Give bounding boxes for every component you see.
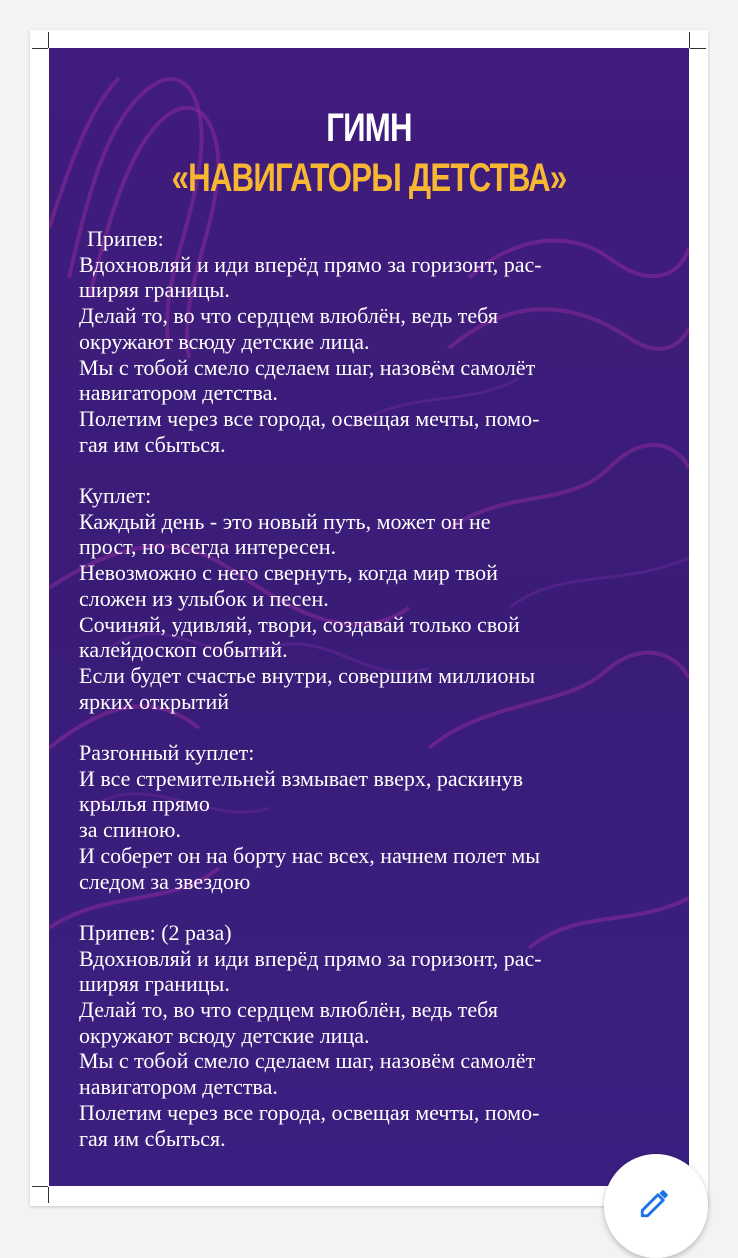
- lyric-line: Вдохновляй и иди вперёд прямо за горизонт, рас-: [79, 945, 542, 971]
- crop-mark-bottom-left-h: [32, 1186, 48, 1187]
- lyric-line: Мы с тобой смело сделаем шаг, назовём самолёт: [79, 1048, 536, 1074]
- lyric-line: ярких открытий: [79, 688, 230, 714]
- stanza-heading: Припев:: [87, 226, 164, 251]
- lyric-line: гая им сбыться.: [79, 1125, 226, 1151]
- lyric-line: И соберет он на борту нас всех, начнем полет мы: [79, 842, 541, 868]
- lyric-line: И все стремительней взмывает вверх, раскинув: [79, 765, 524, 791]
- crop-mark-bottom-left-v: [48, 1187, 49, 1203]
- lyric-line: Если будет счастье внутри, совершим миллионы: [79, 662, 536, 688]
- stanza-heading: Куплет:: [79, 483, 152, 509]
- lyric-line: ширяя границы.: [79, 971, 230, 997]
- anthem-poster: [49, 48, 689, 1186]
- lyric-line: крылья прямо: [79, 791, 210, 817]
- lyric-line: окружают всюду детские лица.: [79, 328, 370, 354]
- crop-mark-top-left-v: [48, 32, 49, 48]
- lyric-line: навигатором детства.: [79, 1074, 278, 1100]
- lyric-line: Делай то, во что сердцем влюблён, ведь тебя: [79, 303, 498, 329]
- lyric-line: Полетим через все города, освещая мечты, помо-: [79, 1099, 540, 1125]
- lyric-line: за спиною.: [79, 817, 181, 843]
- stanza-chorus: [79, 226, 659, 457]
- crop-mark-top-left-h: [32, 48, 48, 49]
- stanza-bridge: [79, 740, 659, 894]
- stanza-chorus-repeat: [79, 920, 659, 1151]
- lyric-line: навигатором детства.: [79, 380, 278, 406]
- lyric-line: Невозможно с него свернуть, когда мир твой: [79, 560, 498, 586]
- poster-subtitle: «НАВИГАТОРЫ ДЕТСТВА»: [171, 156, 567, 200]
- lyric-line: Мы с тобой смело сделаем шаг, назовём самолёт: [79, 354, 536, 380]
- crop-mark-top-right-h: [690, 48, 706, 49]
- stanza-verse: [79, 483, 659, 714]
- crop-mark-top-right-v: [689, 32, 690, 48]
- lyric-line: следом за звездою: [79, 868, 251, 894]
- edit-button[interactable]: [604, 1154, 708, 1258]
- pencil-icon: [638, 1186, 672, 1220]
- lyric-line: гая им сбыться.: [79, 431, 226, 457]
- lyric-line: прост, но всегда интересен.: [79, 534, 337, 560]
- lyric-line: Каждый день - это новый путь, может он не: [79, 508, 491, 534]
- lyrics-body: [79, 226, 659, 1177]
- poster-title: ГИМН: [326, 106, 412, 150]
- lyric-line: ширяя границы.: [79, 277, 230, 303]
- lyric-line: калейдоскоп событий.: [79, 637, 288, 663]
- lyric-line: Полетим через все города, освещая мечты, помо-: [79, 405, 540, 431]
- lyric-line: Делай то, во что сердцем влюблён, ведь тебя: [79, 997, 498, 1023]
- lyric-line: сложен из улыбок и песен.: [79, 585, 329, 611]
- lyric-line: Вдохновляй и иди вперёд прямо за горизонт, рас-: [79, 251, 542, 277]
- lyric-line: Сочиняй, удивляй, твори, создавай только свой: [79, 611, 520, 637]
- lyric-line: окружают всюду детские лица.: [79, 1022, 370, 1048]
- stanza-heading: Припев: (2 раза): [79, 919, 232, 945]
- stanza-heading: Разгонный куплет:: [79, 740, 255, 766]
